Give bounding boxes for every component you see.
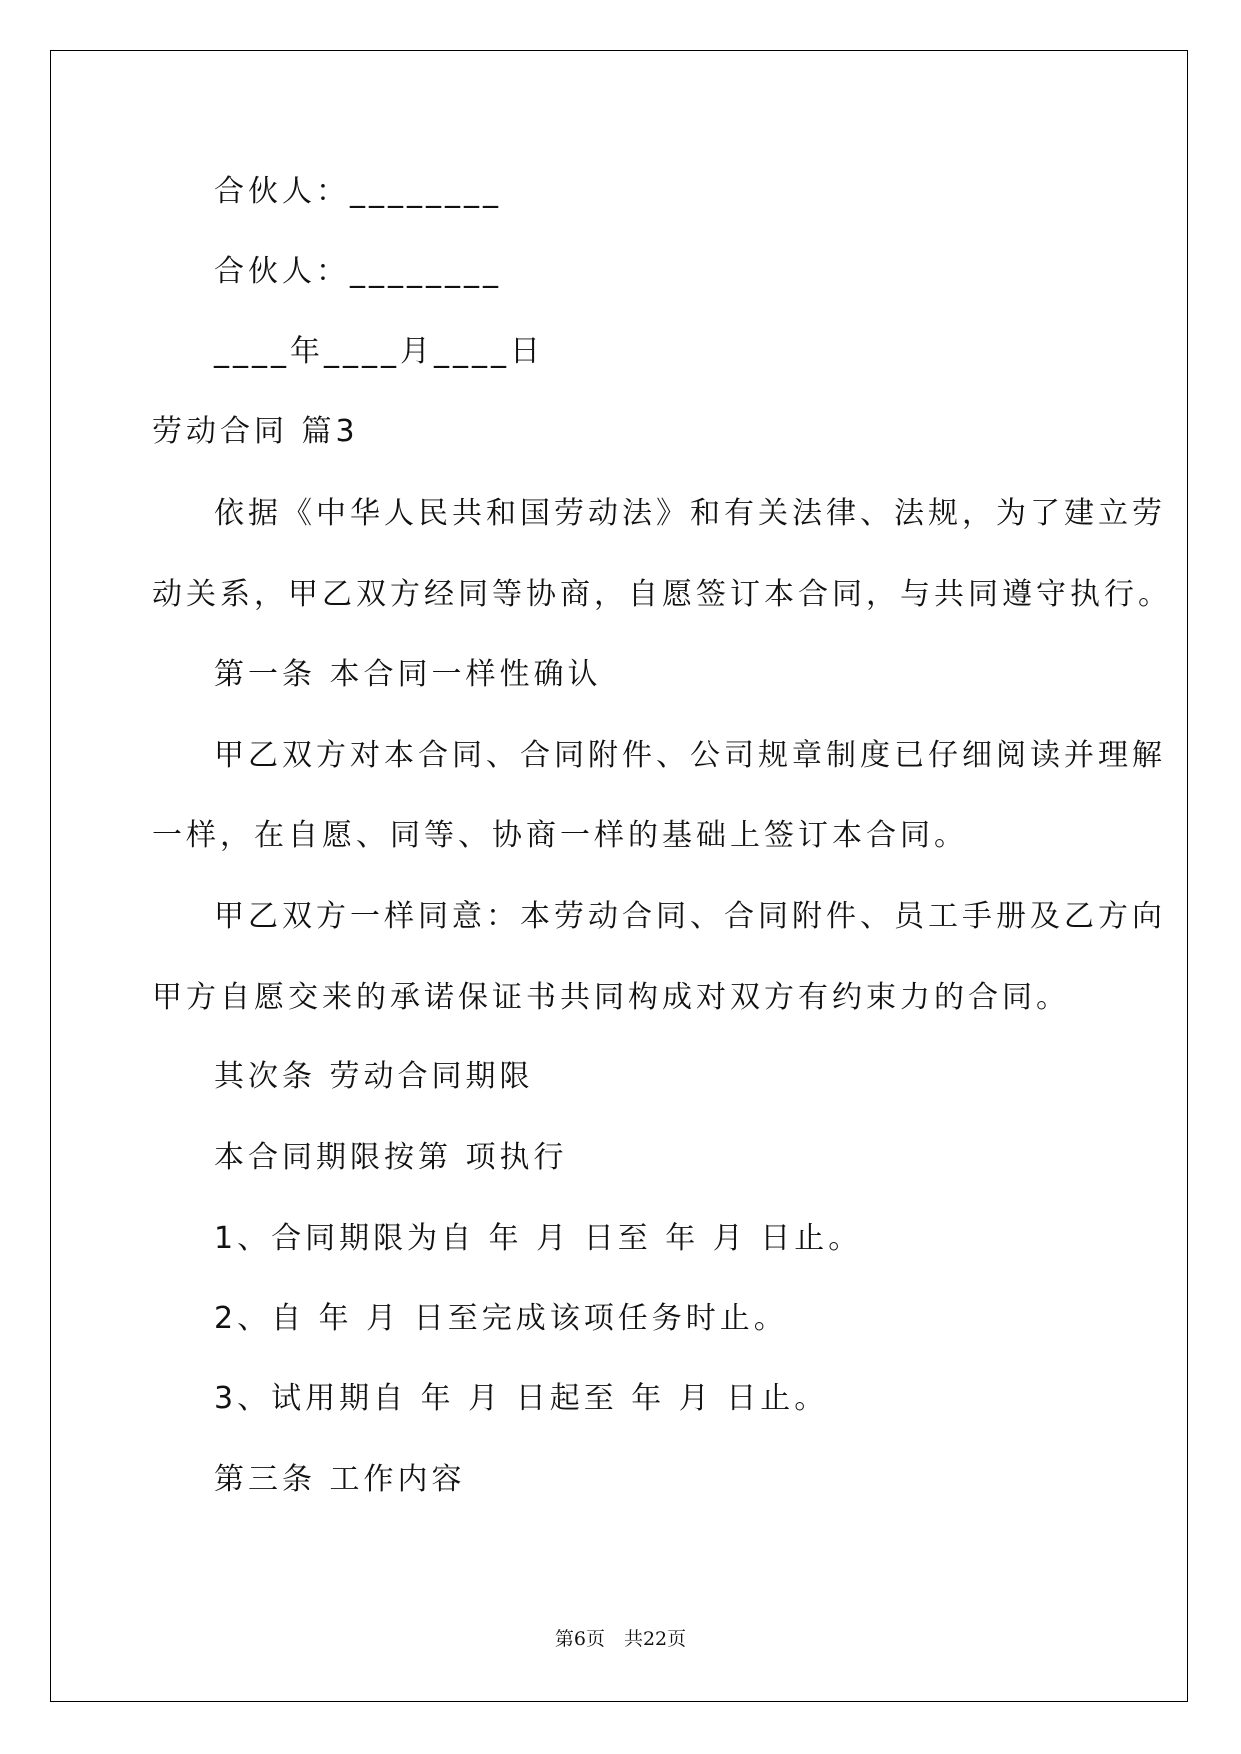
paragraph-line: 甲乙双方对本合同、合同附件、公司规章制度已仔细阅读并理解 <box>214 738 1166 773</box>
paragraph-line: 甲方自愿交来的承诺保证书共同构成对双方有约束力的合同。 <box>152 980 1070 1015</box>
paragraph-line: 本合同期限按第 项执行 <box>214 1140 568 1175</box>
paragraph-line: 依据《中华人民共和国劳动法》和有关法律、法规，为了建立劳 <box>214 496 1166 531</box>
paragraph-line: 甲乙双方一样同意：本劳动合同、合同附件、员工手册及乙方向 <box>214 899 1166 934</box>
paragraph-line: 动关系，甲乙双方经同等协商，自愿签订本合同，与共同遵守执行。 <box>152 577 1172 612</box>
paragraph-line: 一样，在自愿、同等、协商一样的基础上签订本合同。 <box>152 818 968 853</box>
article-heading: 其次条 劳动合同期限 <box>214 1059 534 1094</box>
date-line: ____年____月____日 <box>214 334 544 369</box>
article-heading: 第一条 本合同一样性确认 <box>214 657 602 692</box>
partner-signature-line: 合伙人：________ <box>214 174 502 209</box>
section-heading: 劳动合同 篇3 <box>152 414 359 449</box>
page-border <box>50 50 1188 1702</box>
article-heading: 第三条 工作内容 <box>214 1462 466 1497</box>
partner-signature-line: 合伙人：________ <box>214 254 502 289</box>
page-number-footer: 第6页 共22页 <box>554 1628 687 1650</box>
list-item: 2、自 年 月 日至完成该项任务时止。 <box>214 1301 788 1336</box>
list-item: 1、合同期限为自 年 月 日至 年 月 日止。 <box>214 1221 863 1256</box>
list-item: 3、试用期自 年 月 日起至 年 月 日止。 <box>214 1381 829 1416</box>
